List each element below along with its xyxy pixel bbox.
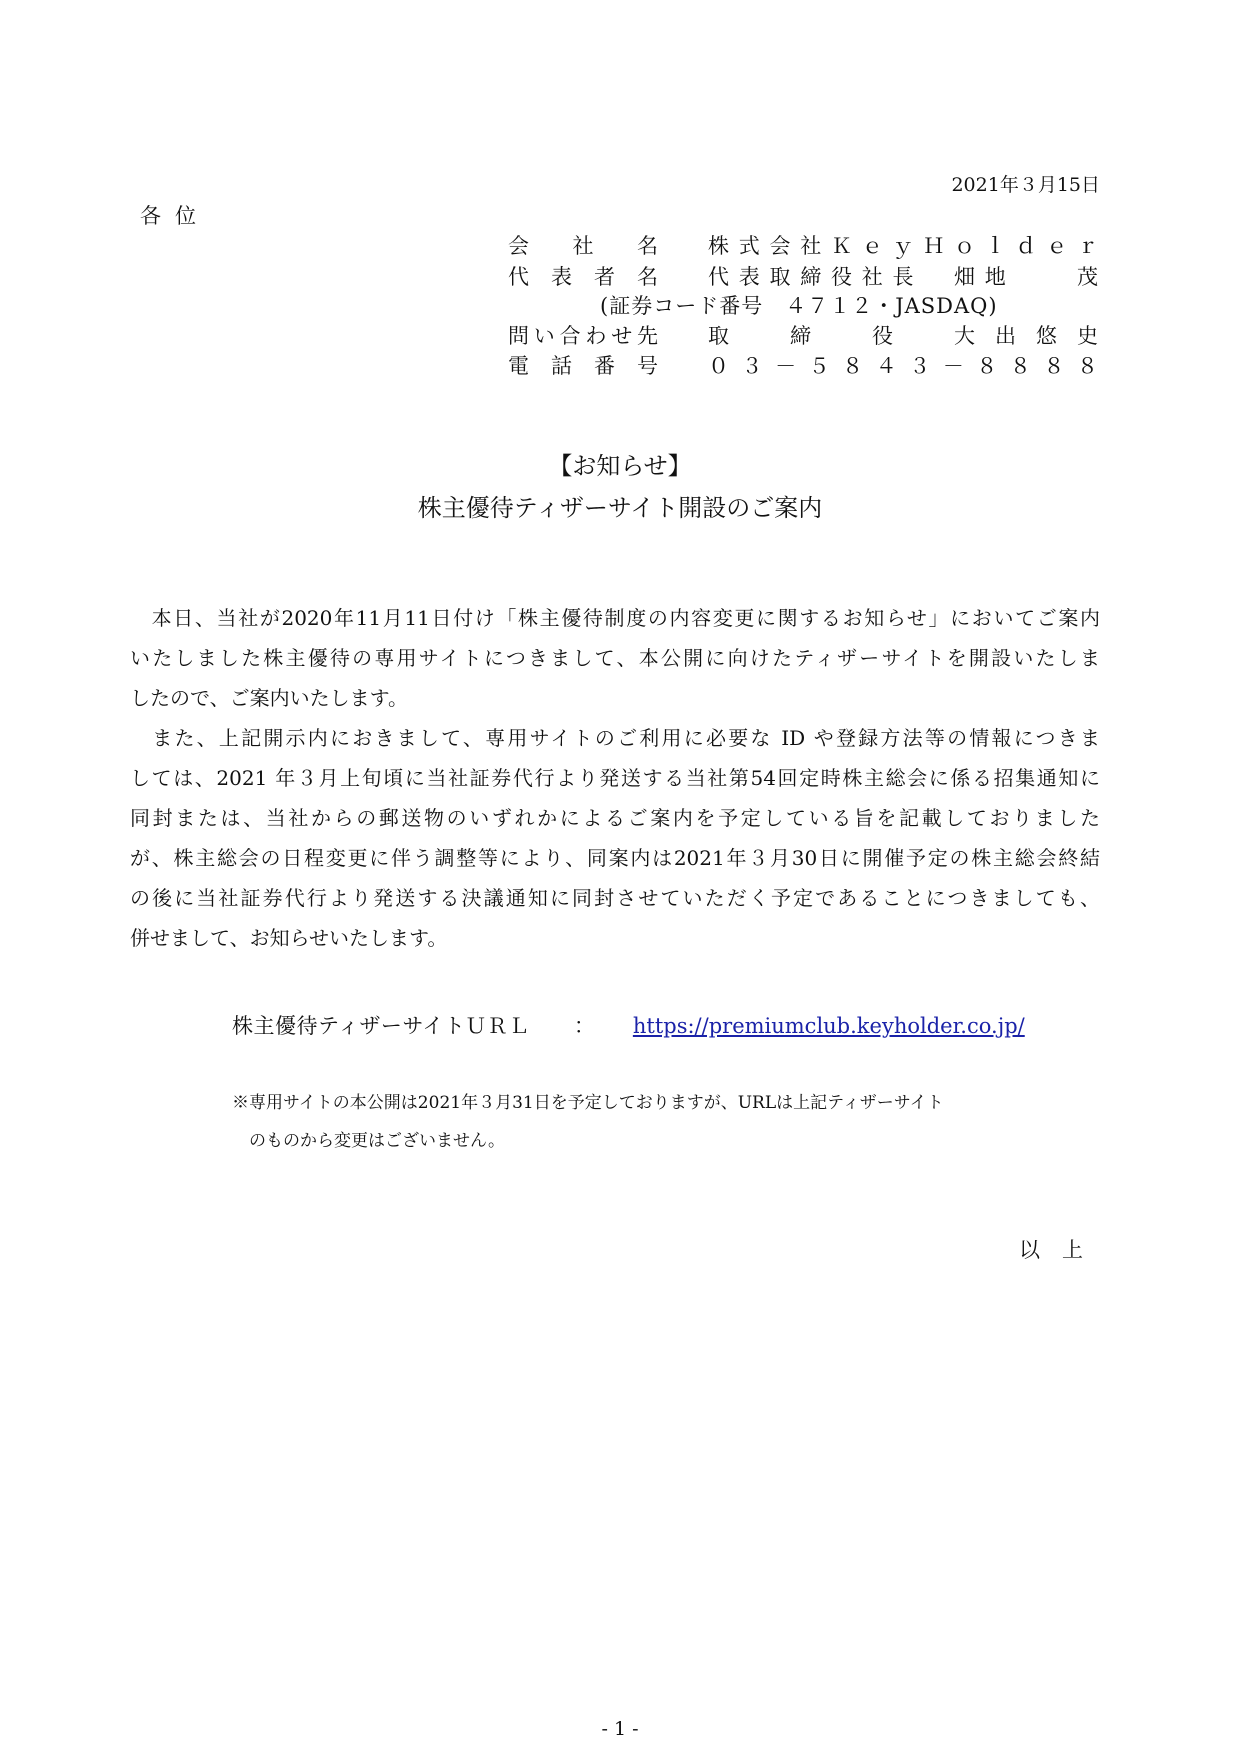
- body-line: 同封または、当社からの郵送物のいずれかによるご案内を予定している旨を記載しておりました: [130, 806, 1100, 830]
- issuer-representative-row: [508, 261, 1098, 291]
- addressee: 各位: [140, 204, 210, 228]
- issuer-company-row: [508, 230, 1098, 260]
- body-line: の後に当社証券代行より発送する決議通知に同封させていただく予定であることにつきましても、: [130, 886, 1100, 910]
- document-title: 株主優待ティザーサイト開設のご案内: [417, 494, 823, 522]
- contact-label: 問い合わせ先: [508, 324, 658, 348]
- teaser-site-link[interactable]: https://premiumclub.keyholder.co.jp/: [632, 1014, 1025, 1038]
- company-name-label: 会社名: [508, 234, 658, 258]
- issuer-code-row: [508, 290, 1098, 320]
- issuer-contact-row: [508, 320, 1098, 350]
- phone-value: ０３－５８４３－８８８８: [708, 354, 1098, 378]
- contact-value: 取 締 役 大出悠史: [708, 324, 1098, 348]
- issuer-phone-row: [508, 350, 1098, 380]
- body-line: が、株主総会の日程変更に伴う調整等により、同案内は2021年３月30日に開催予定の株主総会終結: [130, 846, 1100, 870]
- paragraph-1: [130, 598, 1100, 718]
- body-line: いたしました株主優待の専用サイトにつきまして、本公開に向けたティザーサイトを開設いたしま: [130, 646, 1100, 670]
- footnote-line-2: のものから変更はございません。: [232, 1131, 506, 1151]
- company-name-value: 株式会社ＫｅｙＨｏｌｄｅｒ: [708, 234, 1098, 258]
- footnote-line-1: ※専用サイトの本公開は2021年３月31日を予定しておりますが、URLは上記ティザーサイト: [232, 1093, 944, 1113]
- url-label: 株主優待ティザーサイトＵＲＬ: [232, 1014, 530, 1038]
- representative-value: 代表取締役社長 畑地 茂: [708, 265, 1098, 289]
- phone-label: 電話番号: [508, 354, 658, 378]
- securities-code: (証券コード番号 ４７１２・JASDAQ): [600, 294, 998, 318]
- body-line: 併せまして、お知らせいたします。: [130, 926, 448, 950]
- representative-label: 代表者名: [508, 265, 658, 289]
- body-line: したので、ご案内いたします。: [130, 686, 408, 710]
- page-number: - 1 -: [601, 1718, 639, 1740]
- body-text: [130, 598, 1100, 958]
- url-separator: ：: [573, 1014, 595, 1038]
- paragraph-2: [130, 718, 1100, 958]
- notice-label: 【お知らせ】: [548, 452, 692, 480]
- closing-mark: 以上: [1019, 1238, 1105, 1262]
- body-line: 本日、当社が2020年11月11日付け「株主優待制度の内容変更に関するお知らせ」においてご案内: [130, 606, 1100, 630]
- body-line: しては、2021 年３月上旬頃に当社証券代行より発送する当社第54回定時株主総会に係る招集通知に: [130, 766, 1100, 790]
- url-row: [232, 1010, 1025, 1040]
- body-line: また、上記開示内におきまして、専用サイトのご利用に必要な ID や登録方法等の情報につきま: [130, 726, 1100, 750]
- document-date: 2021年３月15日: [951, 174, 1100, 196]
